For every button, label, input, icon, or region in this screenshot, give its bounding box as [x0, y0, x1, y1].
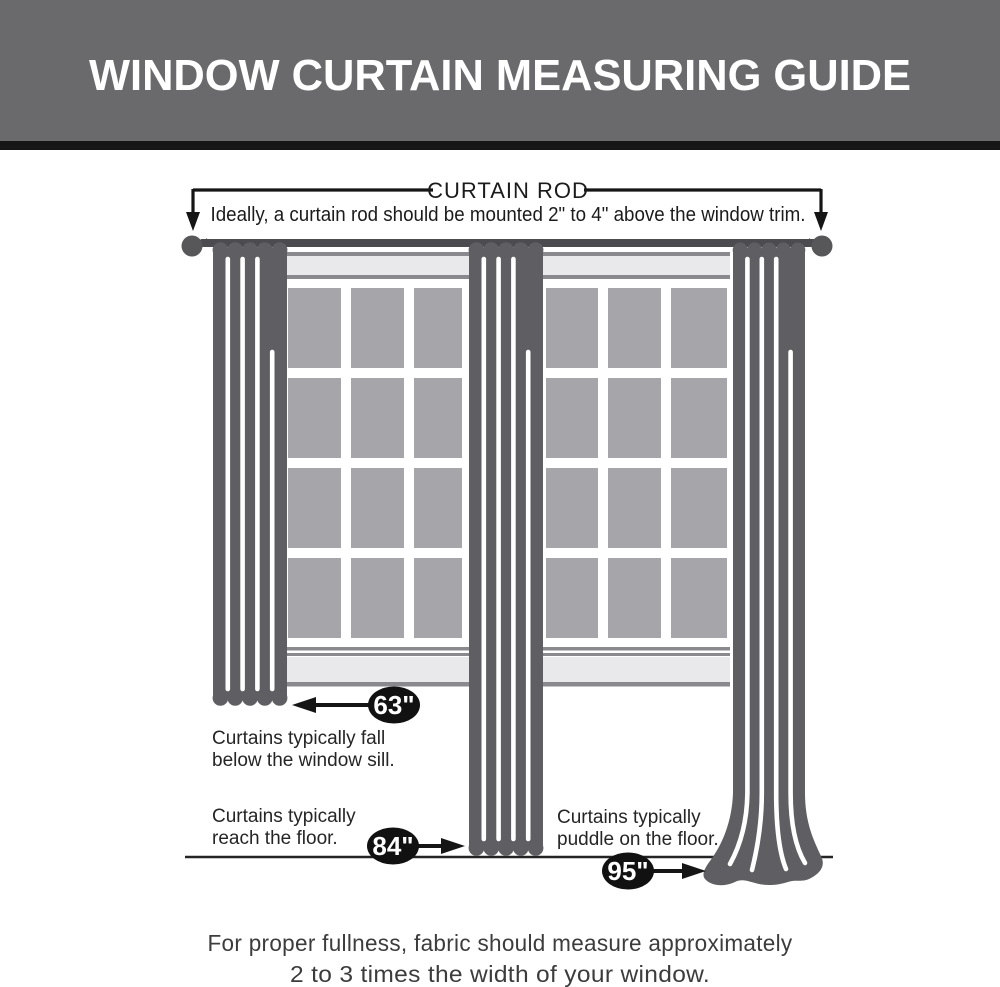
curtain-scallop — [528, 242, 544, 258]
window-pane — [288, 468, 341, 548]
curtain-scallop — [469, 840, 485, 856]
rod-finial-left — [182, 236, 203, 257]
curtain-body — [469, 248, 543, 848]
window-pane — [546, 288, 598, 368]
measurement-value: 95" — [607, 856, 649, 886]
curtain-scallop — [733, 243, 748, 258]
curtain-scallop — [776, 243, 791, 258]
window-pane — [351, 378, 404, 458]
footer-note — [208, 930, 793, 987]
curtain-scallop — [227, 242, 243, 258]
header-banner-edge — [0, 141, 1000, 150]
window-pane — [288, 288, 341, 368]
caption-line: Curtains typically fall — [212, 728, 386, 749]
curtain-scallop — [483, 840, 499, 856]
footer-note-line2: 2 to 3 times the width of your window. — [290, 961, 710, 987]
window-pane — [288, 378, 341, 458]
footer-note-line1: For proper fullness, fabric should measure approximately — [207, 930, 793, 956]
right-arrow-icon — [682, 863, 706, 879]
curtain-scallop — [242, 690, 258, 706]
window-pane — [608, 468, 661, 548]
curtain-panel-left — [213, 242, 288, 706]
window-pane — [608, 558, 661, 638]
curtain-scallop — [513, 840, 529, 856]
curtain-scallop — [213, 690, 229, 706]
window-pane — [608, 288, 661, 368]
curtain-scallop — [513, 242, 529, 258]
curtain-rod-label: CURTAIN ROD — [427, 178, 589, 203]
curtain-scallop — [762, 243, 777, 258]
measurement-95 — [557, 807, 719, 890]
window-pane — [288, 558, 341, 638]
curtain-scallop — [257, 690, 273, 706]
left-arrow-icon — [292, 697, 316, 713]
down-arrow-left-icon — [186, 212, 200, 231]
curtain-body — [213, 248, 287, 698]
window-pane — [351, 288, 404, 368]
measurement-84 — [212, 806, 465, 865]
rod-callout — [186, 178, 828, 231]
curtain-scallop — [257, 242, 273, 258]
curtain-scallop — [483, 242, 499, 258]
curtain-scallop — [790, 243, 805, 258]
measurement-value: 84" — [372, 831, 414, 861]
curtain-scallop — [528, 840, 544, 856]
rod-finial-right — [812, 236, 833, 257]
curtain-scallop — [272, 690, 288, 706]
window-pane — [546, 558, 598, 638]
window-pane — [414, 558, 462, 638]
window-pane — [414, 288, 462, 368]
curtain-scallop — [213, 242, 229, 258]
window-pane — [671, 558, 727, 638]
window-pane — [414, 378, 462, 458]
down-arrow-right-icon — [814, 212, 828, 231]
curtain-scallop — [227, 690, 243, 706]
window-pane — [414, 468, 462, 548]
caption-line: puddle on the floor. — [557, 829, 719, 850]
window-pane — [608, 378, 661, 458]
curtain-scallop — [242, 242, 258, 258]
right-arrow-icon — [441, 838, 465, 854]
caption-line: Curtains typically — [557, 807, 701, 828]
window-pane — [351, 468, 404, 548]
window-pane — [351, 558, 404, 638]
window-pane — [671, 288, 727, 368]
window-pane — [546, 468, 598, 548]
window-pane — [671, 468, 727, 548]
measurement-value: 63" — [373, 690, 415, 720]
caption-line: Curtains typically — [212, 806, 356, 827]
curtain-scallop — [498, 840, 514, 856]
rod-mounting-note: Ideally, a curtain rod should be mounted 2" to 4" above the window trim. — [210, 204, 806, 226]
curtain-scallop — [747, 243, 762, 258]
caption-line: below the window sill. — [212, 750, 395, 771]
curtain-panel-middle — [469, 242, 544, 856]
window-pane — [671, 378, 727, 458]
curtain-scallop — [498, 242, 514, 258]
caption-line: reach the floor. — [212, 828, 338, 849]
curtain-scallop — [272, 242, 288, 258]
page-title: WINDOW CURTAIN MEASURING GUIDE — [89, 51, 911, 100]
curtain-scallop — [469, 242, 485, 258]
window-pane — [546, 378, 598, 458]
